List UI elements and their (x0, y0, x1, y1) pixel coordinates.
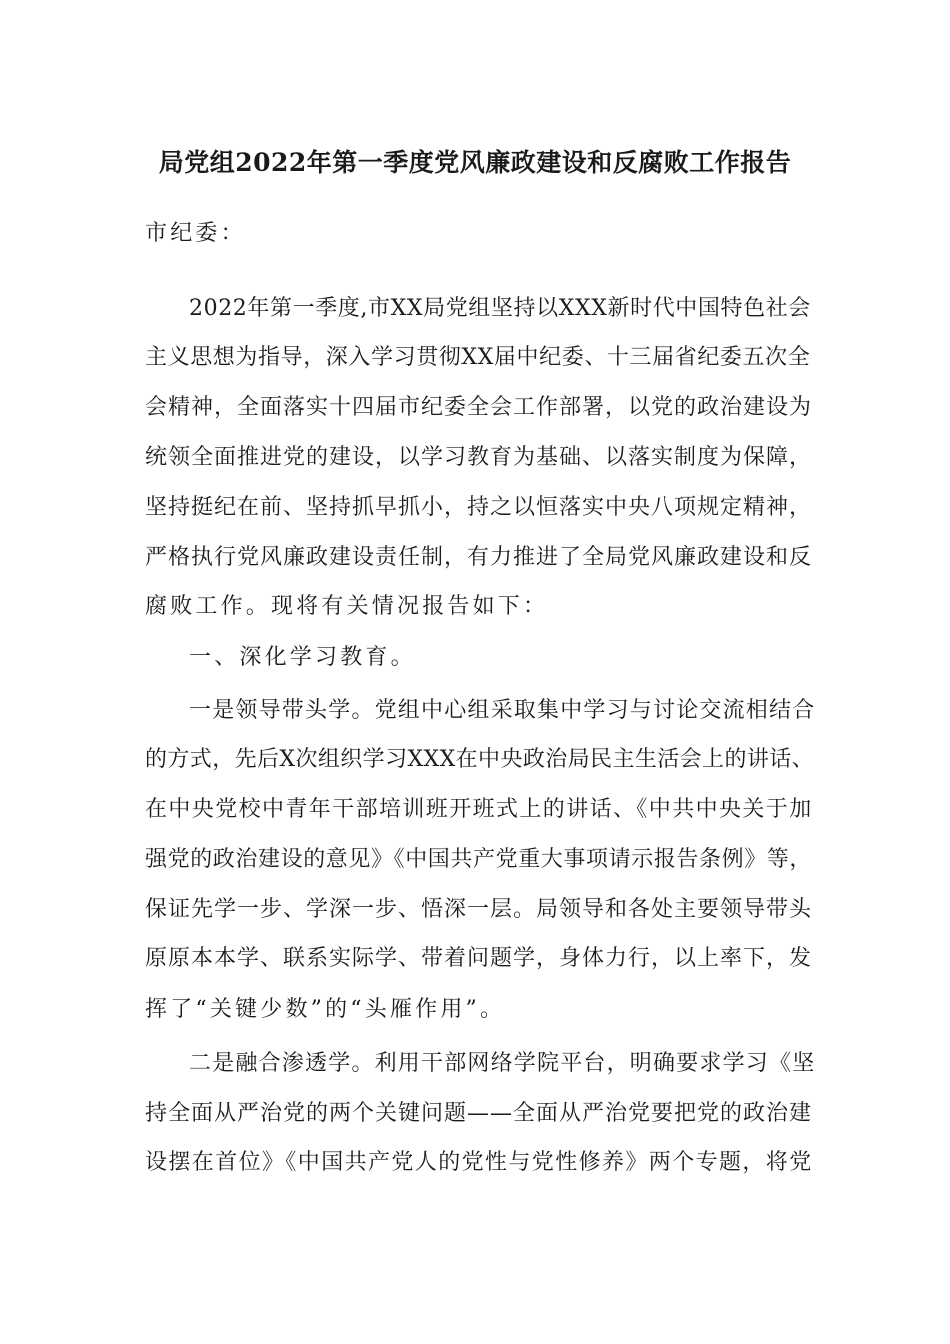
paragraph-line: 在中央党校中青年干部培训班开班式上的讲话、《中共中央关于加 (145, 797, 813, 822)
paragraph-line: 腐败工作。现将有关情况报告如下： (145, 594, 549, 619)
paragraph-line: 一是领导带头学。党组中心组采取集中学习与讨论交流相结合 (189, 698, 816, 723)
section-heading: 一、深化学习教育。 (189, 645, 416, 670)
paragraph-line: 坚持挺纪在前、坚持抓早抓小，持之以恒落实中央八项规定精神， (145, 495, 813, 520)
paragraph-line: 原原本本学、联系实际学、带着问题学，身体力行，以上率下，发 (145, 946, 813, 971)
document-title: 局党组2022年第一季度党风廉政建设和反腐败工作报告 (158, 148, 792, 177)
paragraph-line: 2022年第一季度,市XX局党组坚持以XXX新时代中国特色社会 (189, 296, 811, 321)
paragraph-line: 二是融合渗透学。利用干部网络学院平台，明确要求学习《坚 (189, 1051, 816, 1076)
paragraph-line: 严格执行党风廉政建设责任制，有力推进了全局党风廉政建设和反 (145, 545, 813, 570)
paragraph-line: 设摆在首位》《中国共产党人的党性与党性修养》两个专题，将党 (145, 1150, 813, 1175)
paragraph-line: 的方式，先后X次组织学习XXX在中央政治局民主生活会上的讲话、 (145, 747, 815, 772)
paragraph-line: 强党的政治建设的意见》《中国共产党重大事项请示报告条例》等， (145, 847, 813, 872)
paragraph-line: 主义思想为指导，深入学习贯彻XX届中纪委、十三届省纪委五次全 (145, 345, 811, 370)
paragraph-line: 持全面从严治党的两个关键问题——全面从严治党要把党的政治建 (145, 1101, 813, 1126)
paragraph-line: 统领全面推进党的建设，以学习教育为基础、以落实制度为保障， (145, 445, 813, 470)
paragraph-line: 会精神，全面落实十四届市纪委全会工作部署，以党的政治建设为 (145, 395, 813, 420)
paragraph-line: 保证先学一步、学深一步、悟深一层。局领导和各处主要领导带头 (145, 897, 813, 922)
salutation: 市纪委： (145, 221, 246, 246)
paragraph-line: 挥了“关键少数”的“头雁作用”。 (145, 997, 506, 1022)
